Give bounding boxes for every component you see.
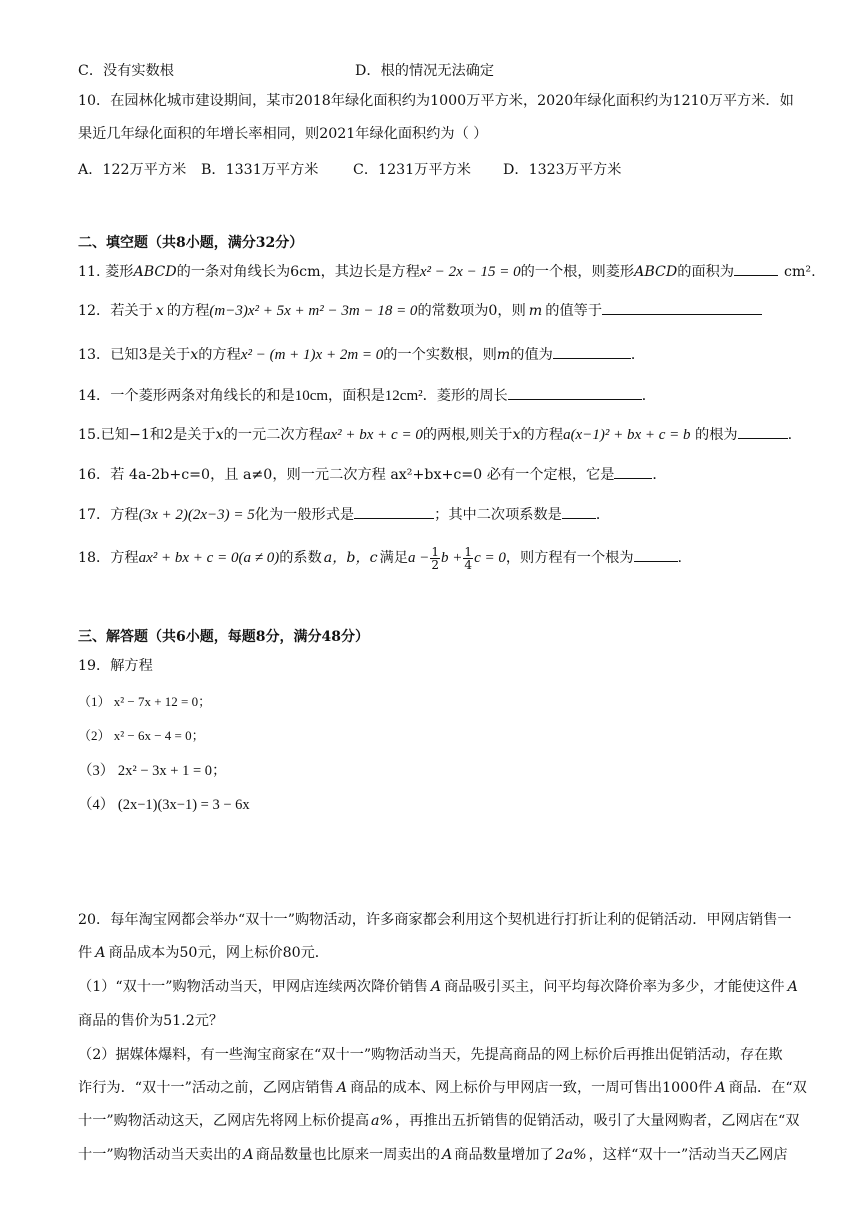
q10-option-b: B．1331万平方米 [201, 162, 319, 178]
q15-answer-blank[interactable] [738, 424, 788, 439]
q14-mid: ，面积是 [328, 388, 385, 404]
q18-abc: a，b，c [323, 550, 378, 566]
q13-m: m [496, 347, 511, 363]
q18-dot: . [677, 550, 683, 566]
q12-pre: 12．若关于 [78, 303, 153, 319]
q20-l3b: 商品吸引买主，问平均每次降价率为多少，才能使这件 [444, 979, 785, 995]
q20-a-2: A [430, 979, 442, 995]
q20-l6b: 商品的成本、网上标价与甲网店一致，一周可售出1000件 [349, 1080, 713, 1096]
q11-number: 11. [78, 264, 101, 280]
q20-a: A [95, 945, 106, 961]
q20-l2a: 件 [78, 945, 93, 961]
q19-part4: （4） (2x−1)(3x−1) = 3 − 6x [78, 797, 250, 813]
q18-eq2c: c = 0 [474, 550, 506, 566]
q11-line [78, 261, 816, 282]
q18-mid: 的系数 [279, 550, 322, 566]
q15-line [78, 424, 792, 445]
q10-option-d: D．1323万平方米 [503, 162, 622, 178]
q14-value2: 12cm² [384, 388, 423, 404]
q14-pre: 14．一个菱形两条对角线长的和是 [78, 388, 295, 404]
q20-l3a: （1）“双十一”购物活动当天，甲网店连续两次降价销售 [78, 979, 428, 995]
q20-l8a: 十一”购物活动当天卖出的 [78, 1147, 242, 1163]
q20-line1: 20．每年淘宝网都会举办“双十一”购物活动，许多商家都会利用这个契机进行打折让利的促销活动．甲网店销售一 [78, 912, 792, 928]
q12-post: 的常数项为0，则 [417, 303, 526, 319]
q11-abcd: ABCD [133, 264, 177, 280]
q12-answer-blank[interactable] [602, 300, 762, 315]
q19-part1: （1） x² − 7x + 12 = 0； [78, 694, 212, 709]
q12-x: x [155, 303, 164, 319]
q11-abcd-2: ABCD [634, 264, 678, 280]
q17-answer-blank-2[interactable] [562, 504, 596, 519]
q20-line5: （2）据媒体爆料，有一些淘宝商家在“双十一”购物活动当天，先提高商品的网上标价后再推出促销活动，存在欺 [78, 1047, 783, 1063]
q18-eq2a: a − [408, 550, 430, 566]
q17-equation: (3x + 2)(2x−3) = 5 [138, 507, 255, 523]
q18-line [78, 544, 682, 572]
q15-equation2: a(x−1)² + bx + c = b [563, 427, 691, 443]
q18-equation: ax² + bx + c = 0(a ≠ 0) [138, 550, 280, 566]
q17-dot: ． [595, 507, 611, 523]
q13-pre: 13．已知3是关于 [78, 347, 191, 363]
q13-dot: ． [630, 347, 646, 363]
q16-line [78, 464, 667, 485]
q18-mid2: 满足 [379, 550, 409, 566]
q20-l2b: 商品成本为50元，网上标价80元． [108, 945, 329, 961]
q20-line8 [78, 1145, 788, 1165]
q15-mid2: 的两根,则关于 [422, 427, 513, 443]
q14-value1: 10cm [294, 388, 329, 404]
q16-answer-blank[interactable] [614, 464, 652, 479]
q17-line [78, 504, 610, 525]
q18-frac1-num: 1 [431, 544, 440, 559]
q12-m: m [528, 303, 543, 319]
q20-line2 [78, 943, 329, 963]
q17-mid: 化为一般形式是 [254, 507, 355, 523]
q12-end: 的值等于 [545, 303, 603, 319]
q11-text4: 的面积为 [677, 264, 735, 280]
q18-eq2b: b + [441, 550, 463, 566]
q9-option-c: C．没有实数根 [78, 63, 174, 79]
q20-l8d: ，这样“双十一”活动当天乙网店 [588, 1147, 788, 1163]
q20-l6a: 诈行为．“双十一”活动之前，乙网店销售 [78, 1080, 334, 1096]
q20-a-5: A [715, 1080, 726, 1096]
q18-answer-blank[interactable] [634, 547, 678, 562]
q15-post: 的根为 [690, 427, 738, 443]
q10-line1: 10．在园林化城市建设期间，某市2018年绿化面积约为1000万平方米，2020年绿化面积约为1210万平方米．如 [78, 93, 794, 109]
q14-answer-blank[interactable] [508, 385, 642, 400]
q20-l8c: 商品数量增加了 [454, 1147, 554, 1163]
q20-a-7: A [442, 1147, 453, 1163]
q13-post: 的一个实数根，则 [383, 347, 497, 363]
q10-option-c: C．1231万平方米 [353, 162, 471, 178]
q15-mid3: 的方程 [520, 427, 564, 443]
q18-post: ，则方程有一个根为 [505, 550, 634, 566]
q15-mid: 的一元二次方程 [223, 427, 323, 443]
q11-unit: cm². [784, 264, 816, 280]
q9-option-d: D．根的情况无法确定 [355, 63, 495, 79]
q18-pre: 18．方程 [78, 550, 139, 566]
section3-heading: 三、解答题（共6小题，每题8分，满分48分） [78, 629, 369, 645]
q17-answer-blank-1[interactable] [354, 504, 434, 519]
q11-text3: 的一个根，则菱形 [520, 264, 635, 280]
q19-part2: （2） x² − 6x − 4 = 0； [78, 728, 205, 743]
q14-line [78, 385, 656, 406]
q13-end: 的值为 [510, 347, 553, 363]
q20-2a-percent: 2a% [555, 1147, 587, 1163]
q20-a-6: A [243, 1147, 254, 1163]
q16-dot: ． [652, 467, 667, 483]
q13-line [78, 344, 645, 365]
q15-dot: . [787, 427, 793, 443]
q13-mid: 的方程 [198, 347, 241, 363]
q10-option-a: A．122万平方米 [78, 162, 187, 178]
q20-line7 [78, 1111, 799, 1131]
q20-l7b: ，再推出五折销售的促销活动，吸引了大量网购者，乙网店在“双 [394, 1113, 800, 1129]
q17-mid2: ；其中二次项系数是 [434, 507, 562, 523]
q20-l8b: 商品数量也比原来一周卖出的 [255, 1147, 441, 1163]
q15-x: x [215, 427, 224, 443]
q11-text2: 的一条对角线长为6cm，其边长是方程 [176, 264, 420, 280]
q14-dot: ． [641, 388, 656, 404]
q18-frac2-num: 1 [464, 544, 473, 559]
q20-a-3: A [787, 979, 798, 995]
q18-fraction-quarter [463, 546, 473, 571]
q11-answer-blank[interactable] [734, 261, 778, 276]
q20-line6 [78, 1078, 807, 1098]
q12-equation: (m−3)x² + 5x + m² − 3m − 18 = 0 [209, 303, 418, 319]
section2-heading: 二、填空题（共8小题，满分32分） [78, 235, 304, 251]
q19-part3: （3） 2x² − 3x + 1 = 0； [78, 763, 227, 779]
q18-frac1-den: 2 [431, 557, 440, 572]
q20-line4: 商品的售价为51.2元？ [78, 1013, 224, 1029]
q20-l6c: 商品．在“双 [728, 1080, 807, 1096]
q11-equation: x² − 2x − 15 = 0 [419, 264, 521, 280]
q20-a-4: A [336, 1080, 347, 1096]
q13-equation: x² − (m + 1)x + 2m = 0 [240, 347, 384, 363]
q13-answer-blank[interactable] [553, 344, 631, 359]
q14-post: ．菱形的周长 [422, 388, 508, 404]
q18-frac2-den: 4 [464, 557, 473, 572]
q15-x2: x [512, 427, 521, 443]
q20-line3 [78, 977, 798, 997]
q10-line2: 果近几年绿化面积的年增长率相同，则2021年绿化面积约为（ ） [78, 126, 488, 142]
q19-title: 19．解方程 [78, 658, 153, 674]
q17-pre: 17．方程 [78, 507, 139, 523]
q15-equation1: ax² + bx + c = 0 [322, 427, 423, 443]
q12-mid: 的方程 [166, 303, 210, 319]
q20-l7a: 十一”购物活动这天，乙网店先将网上标价提高 [78, 1113, 370, 1129]
q12-line [78, 300, 762, 321]
q20-a-percent: a% [371, 1113, 393, 1129]
q16-text: 16．若 4a-2b+c=0，且 a≠0，则一元二次方程 ax²+bx+c=0 必有一个定根，它是 [78, 467, 615, 483]
q15-pre: 15.已知−1和2是关于 [78, 427, 216, 443]
q13-x: x [190, 347, 199, 363]
q18-fraction-half [430, 546, 440, 571]
q11-text1: 菱形 [100, 264, 134, 280]
